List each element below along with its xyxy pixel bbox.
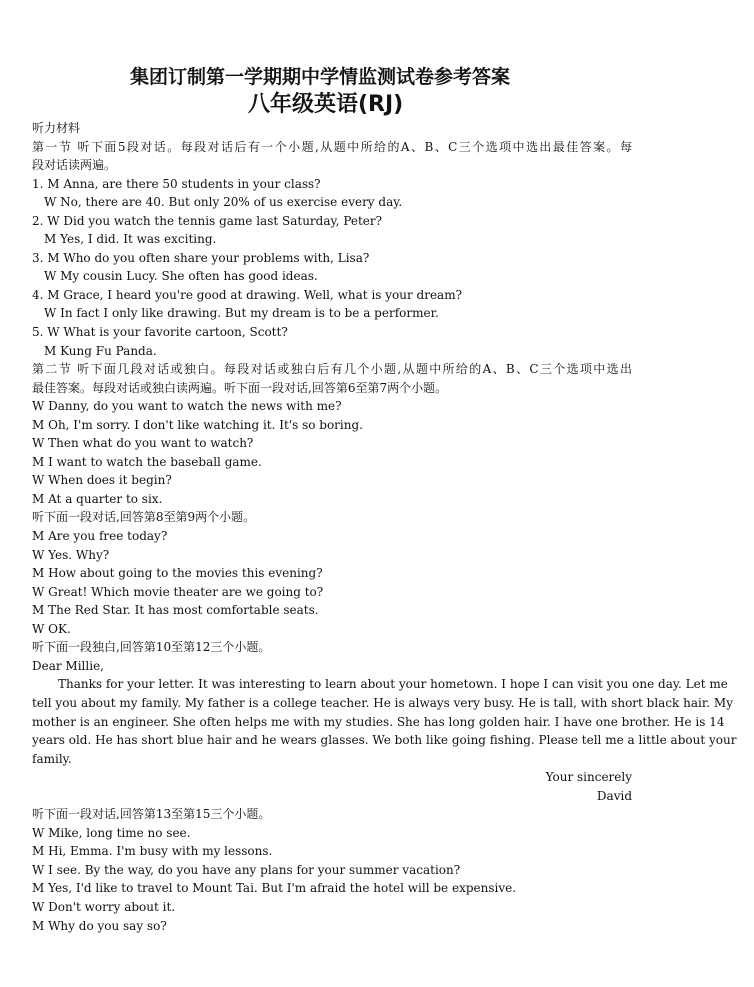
dialogue-line: W Mike, long time no see. xyxy=(32,825,191,840)
document-body xyxy=(32,119,737,935)
dialogue-line: M Kung Fu Panda. xyxy=(44,343,157,358)
section-two-instruction: 第二节 听下面几段对话或独白。每段对话或独白后有几个小题,从题中所给的A、B、C三个选项中选出 xyxy=(32,362,632,377)
section-one-instruction: 第一节 听下面5段对话。每段对话后有一个小题,从题中所给的A、B、C三个选项中选出最佳答案。每 xyxy=(32,139,632,154)
dialogue-line: M Yes, I'd like to travel to Mount Tai. But I'm afraid the hotel will be expensive. xyxy=(32,881,517,896)
section-one-instruction-cont: 段对话读两遍。 xyxy=(32,158,117,173)
dialogue-line: 5. W What is your favorite cartoon, Scott? xyxy=(32,325,288,340)
dialogue-line: M The Red Star. It has most comfortable seats. xyxy=(32,603,319,618)
section-two-instruction-cont: 最佳答案。每段对话或独白读两遍。听下面一段对话,回答第6至第7两个小题。 xyxy=(32,380,448,395)
letter-paragraph-line: Thanks for your letter. It was interesting to learn about your hometown. I hope I can visit you one day. Let me xyxy=(58,677,728,692)
dialogue-line: W Danny, do you want to watch the news with me? xyxy=(32,399,342,414)
document-subtitle: 八年级英语(RJ) xyxy=(248,92,404,117)
dialogue-line: M At a quarter to six. xyxy=(32,491,163,506)
dialogue-line: 2. W Did you watch the tennis game last Saturday, Peter? xyxy=(32,213,383,228)
letter-signature: David xyxy=(596,788,632,803)
dialogue-line: 3. M Who do you often share your problems with, Lisa? xyxy=(32,250,370,265)
letter-paragraph-line: years old. He has short blue hair and he wears glasses. We both like going fishing. Please tell me a little about your xyxy=(32,733,737,748)
instruction-line: 听下面一段对话,回答第13至第15三个小题。 xyxy=(32,807,271,822)
dialogue-line: 1. M Anna, are there 50 students in your class? xyxy=(32,176,321,191)
dialogue-line: W My cousin Lucy. She often has good ideas. xyxy=(44,269,318,284)
dialogue-line: W No, there are 40. But only 20% of us exercise every day. xyxy=(44,195,403,210)
dialogue-line: W OK. xyxy=(32,621,71,636)
dialogue-line: M Yes, I did. It was exciting. xyxy=(44,232,217,247)
section-heading-listening: 听力材料 xyxy=(32,121,81,135)
dialogue-line: W Then what do you want to watch? xyxy=(32,436,254,451)
letter-closing: Your sincerely xyxy=(545,770,632,785)
dialogue-line: W I see. By the way, do you have any plans for your summer vacation? xyxy=(32,862,461,877)
dialogue-line: W In fact I only like drawing. But my dream is to be a performer. xyxy=(44,306,439,321)
dialogue-line: 4. M Grace, I heard you're good at drawing. Well, what is your dream? xyxy=(32,287,463,302)
letter-salutation: Dear Millie, xyxy=(32,658,104,673)
instruction-line: 听下面一段对话,回答第8至第9两个小题。 xyxy=(32,510,256,525)
dialogue-line: W Yes. Why? xyxy=(32,547,110,562)
letter-paragraph-line: mother is an engineer. She often helps me with my studies. She has long golden hair. I have one brother. He is 14 xyxy=(32,714,725,729)
dialogue-line: M I want to watch the baseball game. xyxy=(32,454,262,469)
dialogue-line: M Are you free today? xyxy=(32,529,168,544)
dialogue-line: M Hi, Emma. I'm busy with my lessons. xyxy=(32,844,273,859)
dialogue-line: W Great! Which movie theater are we going to? xyxy=(32,584,324,599)
dialogue-line: M Why do you say so? xyxy=(32,918,167,933)
dialogue-line: W Don't worry about it. xyxy=(32,899,176,914)
instruction-line: 听下面一段独白,回答第10至第12三个小题。 xyxy=(32,640,271,655)
letter-paragraph-line: tell you about my family. My father is a college teacher. He is always very busy. He is tall, with short black hair. My xyxy=(32,695,733,710)
dialogue-line: M Oh, I'm sorry. I don't like watching it. It's so boring. xyxy=(32,417,363,432)
document-title: 集团订制第一学期期中学情监测试卷参考答案 xyxy=(130,66,511,88)
dialogue-line: M How about going to the movies this evening? xyxy=(32,566,323,581)
letter-paragraph-line: family. xyxy=(32,751,72,766)
dialogue-line: W When does it begin? xyxy=(32,473,172,488)
